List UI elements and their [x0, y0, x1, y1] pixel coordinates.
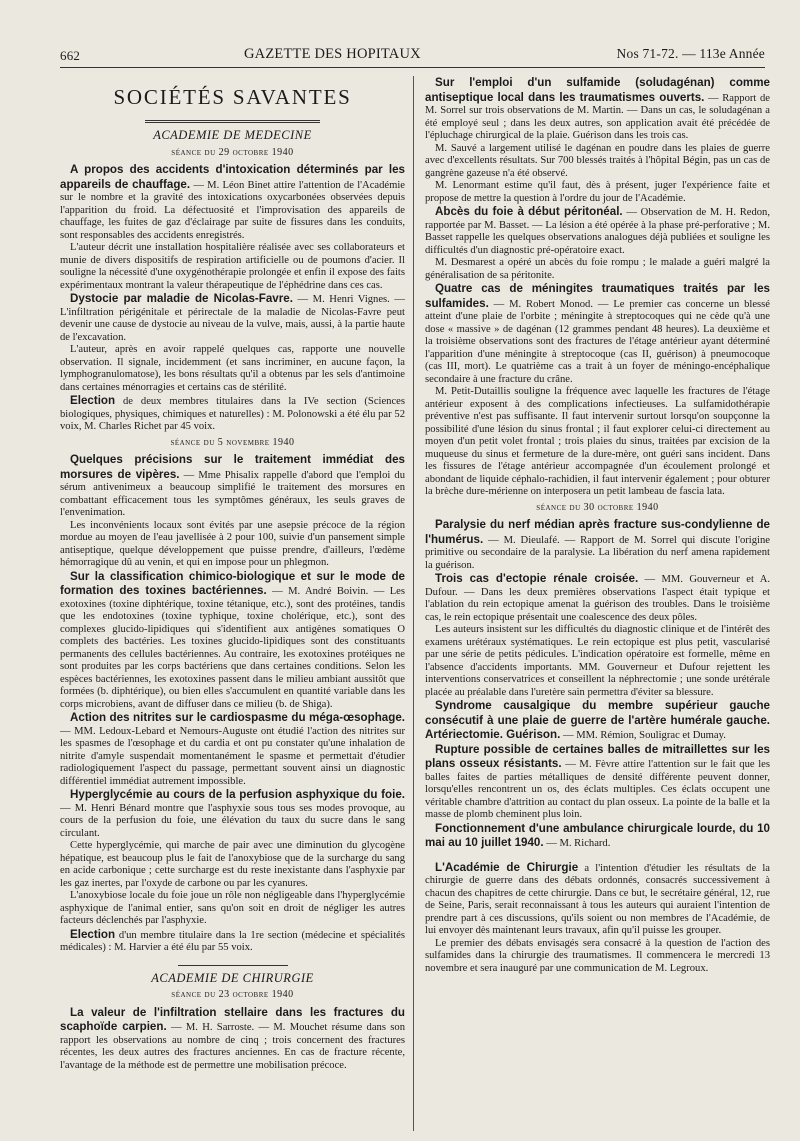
article-title: Dystocie par maladie de Nicolas-Favre.	[70, 292, 293, 305]
left-column	[60, 80, 405, 1072]
article-paragraph: M. Desmarest a opéré un abcès du foie rompu ; le malade a guéri malgré la généralisation de sa péritonite.	[425, 257, 770, 281]
journal-title: GAZETTE DES HOPITAUX	[244, 46, 421, 62]
article-title: L'Académie de Chirurgie	[435, 860, 579, 874]
article-paragraph: L'Académie de Chirurgie a l'intention d'étudier les résultats de la chirurgie de guerre dans des débats ordonnés, consacrés successivement à chacun des chapitres de cette chirurgie. Dans ce but, le secrétaire général, 12, rue de Seine, Paris, serait reconnaissant à tous les auteurs qui auraient l'intention de prendre part à ces discussions, qu'ils soient ou non membres de l'Académie, de lui envoyer dès maintenant leurs travaux, afin qu'il puisse les grouper.	[425, 860, 770, 936]
article-title: A propos des accidents d'intoxication déterminés par les appareils de chauffage.	[60, 163, 405, 191]
seance-date: séance du 29 octobre 1940	[171, 146, 294, 158]
article-paragraph: Les auteurs insistent sur les difficultés du diagnostic clinique et de l'intérêt des examens urétéraux systématiques. Le rein ectopique est plus petit, vascularisé par une série de petits pédicules. L'indication opératoire est formelle, même en l'absence d'accidents importants. MM. Gouverneur et Dufour rejettent les interventions conservatrices et conseillent la néphrectomie ; une sonde urétérale placée au préalable dans l'uretère sain permettra d'éviter sa blessure.	[425, 624, 770, 698]
article-title: Sur la classification chimico-biologique et sur le mode de formation des toxines bactériennes.	[60, 569, 405, 597]
section-rule	[178, 965, 288, 966]
article-paragraph: Trois cas d'ectopie rénale croisée. — MM. Gouverneur et A. Dufour. — Dans les deux premières observations l'aspect était typique et l'ablation du rein ectopique amenat la guérison des troubles. Dans le troisième cas, le rein ectopique présentait une coalescence des deux pôles.	[425, 572, 770, 623]
article-paragraph: Quelques précisions sur le traitement immédiat des morsures de vipères. — Mme Phisalix rappelle d'abord que l'emploi du sérum antivenimeux a beaucoup simplifié le traitement des morsures en combattant efficacement tous les symptômes généraux, les seuls graves de l'envenimation.	[60, 453, 406, 518]
article-paragraph: La valeur de l'infiltration stellaire dans les fractures du scaphoïde carpien. — M. H. Sarroste. — M. Mouchet résume dans son rapport les observations au nombre de cinq ; trois concernent des fractures récentes, les deux autres des fractures anciennes. En cas de fracture récente, l'avantage de la méthode est de permettre une mobilisation précoce.	[60, 1005, 405, 1071]
heading-rule	[145, 120, 320, 123]
page-header	[60, 46, 765, 68]
seance-date: séance du 23 octobre 1940	[171, 989, 294, 1000]
article-paragraph: L'auteur décrit une installation hospitalière réalisée avec ses collaborateurs et munie de divers dispositifs de respiration artificielle ou de poumons d'acier. Il souligne la nécessité d'une oxygénothérapie prolongée et enfin il expose des faits expérimentaux montrant la valeur thérapeutique de l'éphédrine dans ces cas.	[60, 242, 405, 291]
article-title: Trois cas d'ectopie rénale croisée.	[435, 572, 639, 585]
right-column	[425, 76, 770, 975]
article-paragraph: Paralysie du nerf médian après fracture sus-condylienne de l'humérus. — M. Dieulafé. — Rapport de M. Sorrel qui discute l'origine primitive ou secondaire de la paralysie. La libération du nerf amena rapidement la guérison.	[425, 518, 770, 571]
article-title: Fonctionnement d'une ambulance chirurgicale lourde, du 10 mai au 10 juillet 1940.	[425, 821, 770, 849]
article-title: Election	[70, 394, 116, 407]
article-paragraph: Quatre cas de méningites traumatiques traités par les sulfamides. — M. Robert Monod. — Le premier cas concerne un blessé atteint d'une plaie de l'orbite ; méningite à streptocoques qui ne cède qu'à une dose « massive » de dagénan (12 grammes pendant 48 heures). La deuxième et la troisième observations sont des fractures de l'étage antérieur ayant déterminé l'apparition d'une méningite à streptocoque (cas II, guérison) à pneumocoque (cas III, mort). Le quatrième cas a trait à un foyer de méningo-encéphalique secondaire à une fracture du crâne.	[425, 282, 770, 385]
article-paragraph: Action des nitrites sur le cardiospasme du méga-œsophage. — MM. Ledoux-Lebard et Nemours-Auguste ont étudié l'action des nitrites sur les spasmes de l'œsophage et du cardia et ont pu constater qu'une inhalation de nitrite d'amyle suspendait momentanément le spasme et permettait d'étudier radiologiquement l'aspect du passage, permettant souvent ainsi un diagnostic différentiel immédiat autrement impossible.	[60, 711, 405, 787]
seance-date: séance du 5 novembre 1940	[170, 436, 295, 448]
issue-number: Nos 71-72. — 113e Année	[616, 46, 765, 61]
column-divider	[413, 76, 414, 1131]
article-paragraph: Cette hyperglycémie, qui marche de pair avec une diminution du glycogène hépatique, est beaucoup plus le fait de l'anoxybiose que de la surcharge du sang en acide carbonique ; cette surcharge est du reste inexistante dans l'asphyxie par les gaz inertes, par l'oxyde de carbone ou par les cyanures.	[60, 840, 405, 889]
article-title: Action des nitrites sur le cardiospasme du méga-œsophage.	[70, 711, 405, 724]
academy-chirurgie-title: ACADEMIE DE CHIRURGIE	[151, 970, 314, 985]
section-heading: SOCIÉTÉS SAVANTES	[113, 85, 352, 109]
article-paragraph: M. Petit-Dutaillis souligne la fréquence avec laquelle les fractures de l'étage antérieur exposent à des complications infectieuses. La sulfamidothérapie préventive n'est pas suffisante. Il faut intervenir surtout lorsqu'on soupçonne la possibilité d'une lésion du sinus frontal ; il faut explorer celui-ci directement au moyen d'un petit volet frontal ; trois plaies du sinus, traitées par excision de la muqueuse du sinus et fermeture de la dure-mère, ont guéri sans incident. Dans les fissures de l'étage antérieur accompagnée d'un écoulement prolongé et abondant de liquide céphalo-rachidien, il faut intervenir également ; pour obturer la brèche dure-mérienne on interposera un petit lambeau de fascia lata.	[425, 386, 770, 497]
article-paragraph: Sur l'emploi d'un sulfamide (soludagénan) comme antiseptique local dans les traumatismes ouverts. — Rapport de M. Sorrel sur trois observations de M. Martin. — Dans un cas, le soludagénan a été employé seul ; dans les deux autres, son application avait été précédée de l'épluchage chirurgical de la plaie. Guérison dans les trois cas.	[425, 76, 770, 141]
article-title: Paralysie du nerf médian après fracture sus-condylienne de l'humérus.	[425, 518, 770, 546]
article-paragraph: Sur la classification chimico-biologique et sur le mode de formation des toxines bactériennes. — M. André Boivin. — Les exotoxines (toxine diphtérique, toxine tétanique, etc.), sont des protéines, tandis que les endotoxines (toxine typhique, toxine cholérique, etc.), sont des complexes glucido-lipidiques qui s'identifient aux antigènes somatiques O complets des bactéries. Les toxines glucido-lipidiques sont des constituants permanents des cellules bactériennes. Au contraire, les exotoxines protéiques ne sont produites par les corps bactériens que dans certaines conditions. Selon les espèces bactériennes, les exotoxines passent dans le milieu ambiant aussitôt que formées (b. diphtérique), ou bien elles s'accumulent en quantité variable dans les corps microbiens, avant de diffuser dans ce milieu (b. de Shiga).	[60, 569, 405, 710]
article-title: Election	[70, 927, 116, 941]
article-title: Syndrome causalgique du membre supérieur gauche consécutif à une plaie de guerre de l'artère humérale gauche. Artériectomie. Guérison.	[425, 699, 770, 741]
article-paragraph: M. Sauvé a largement utilisé le dagénan en poudre dans les plaies de guerre avec d'excellents résultats. Sur 700 blessés traités à l'hôpital Bégin, pas un cas de gangrène gazeuse n'a été observé.	[425, 142, 770, 179]
article-title: Hyperglycémie au cours de la perfusion asphyxique du foie.	[70, 788, 405, 801]
article-title: Sur l'emploi d'un sulfamide (soludagénan) comme antiseptique local dans les traumatismes ouverts.	[425, 76, 770, 104]
article-paragraph: L'anoxybiose locale du foie joue un rôle non négligeable dans l'hyperglycémie asphyxique de l'animal entier, sans qu'on soit en droit de négliger les autres facteurs déclenchés par l'asphyxie.	[60, 890, 405, 926]
article-paragraph: Rupture possible de certaines balles de mitraillettes sur les plans osseux résistants. — M. Fèvre attire l'attention sur le fait que les balles faites de parties métalliques de densité différente peuvent donner, lorsqu'elles rencontrent un os, des éclats multiples. Ces éclats occupent une véritable chambre d'attrition au contact du plan osseux. La pointe de la balle et la masse de plomb cheminent plus loin.	[425, 742, 770, 820]
academy-medecine-title: ACADEMIE DE MEDECINE	[153, 128, 312, 142]
page-number: 662	[60, 48, 81, 63]
article-title: Rupture possible de certaines balles de mitraillettes sur les plans osseux résistants.	[425, 742, 770, 770]
article-paragraph: Abcès du foie à début péritonéal. — Observation de M. H. Redon, rapportée par M. Basset. — La lésion a été opérée à la phase pré-perforative ; M. Basset rappelle les quelques observations analogues déjà publiées et souligne les difficultés d'un diagnostic pré-opératoire exact.	[425, 205, 771, 256]
article-title: Abcès du foie à début péritonéal.	[435, 205, 623, 218]
article-paragraph: Le premier des débats envisagés sera consacré à la question de l'action des sulfamides dans la chirurgie des traumatismes. Il commencera le mercredi 13 novembre et sera inauguré par une communication de M. Legroux.	[425, 937, 770, 974]
seance-date: séance du 30 octobre 1940	[536, 501, 659, 513]
article-title: Quatre cas de méningites traumatiques traités par les sulfamides.	[425, 282, 770, 310]
article-paragraph: Syndrome causalgique du membre supérieur gauche consécutif à une plaie de guerre de l'artère humérale gauche. Artériectomie. Guérison. — MM. Rémion, Souligrac et Dumay.	[425, 699, 770, 741]
article-paragraph: Election de deux membres titulaires dans la IVe section (Sciences biologiques, physiques, chimiques et naturelles) : M. Polonowski a été élu par 52 voix, M. Charles Richet par 45 voix.	[60, 394, 405, 432]
article-paragraph: L'auteur, après en avoir rappelé quelques cas, rapporte une nouvelle observation. Il signale, incidemment (et sans incriminer, en aucune façon, la lymphogranulomatose), les bons résultats qu'il a obtenus par les sels d'antimoine dans certaines ménorragies et certains cas de stérilité.	[60, 344, 405, 393]
article-paragraph: Election d'un membre titulaire dans la 1re section (médecine et spécialités médicales) : M. Harvier a été élu par 55 voix.	[60, 927, 405, 953]
article-paragraph: A propos des accidents d'intoxication déterminés par les appareils de chauffage. — M. Léon Binet attire l'attention de l'Académie sur le nombre et la gravité des intoxications oxycarbonées observées depuis l'apparition du froid. La défectuosité et l'improvisation des appareils de chauffage, les fuites de gaz d'éclairage par suite de fissures dans les conduits, sont responsables des accidents enregistrés.	[60, 163, 405, 241]
article-title: La valeur de l'infiltration stellaire dans les fractures du scaphoïde carpien.	[60, 1005, 405, 1033]
article-paragraph: Les inconvénients locaux sont évités par une asepsie précoce de la région mordue au moyen de l'eau javellisée à 2 pour 100, suivie d'un pansement simple antiseptique, quelque développement que puisse prendre, d'ailleurs, l'œdème hémorragique dû au venin, et qui en impose pour un phlegmon.	[60, 519, 405, 568]
article-paragraph: Dystocie par maladie de Nicolas-Favre. — M. Henri Vignes. — L'infiltration périgénitale et périrectale de la maladie de Nicolas-Favre peut devenir une cause de dystocie au niveau de la vulve, mais, aussi, à la partie haute de l'excavation.	[60, 292, 405, 343]
article-paragraph: Hyperglycémie au cours de la perfusion asphyxique du foie. — M. Henri Bénard montre que l'asphyxie sous tous ses modes provoque, au cours de la perfusion du foie, une élévation du taux du sucre dans le sang circulant.	[60, 788, 405, 839]
article-paragraph: M. Lenormant estime qu'il faut, dès à présent, juger l'expérience faite et propose de mettre la question à l'ordre du jour de l'Académie.	[425, 180, 770, 204]
article-paragraph: Fonctionnement d'une ambulance chirurgicale lourde, du 10 mai au 10 juillet 1940. — M. Richard.	[425, 821, 770, 849]
article-title: Quelques précisions sur le traitement immédiat des morsures de vipères.	[60, 453, 405, 481]
